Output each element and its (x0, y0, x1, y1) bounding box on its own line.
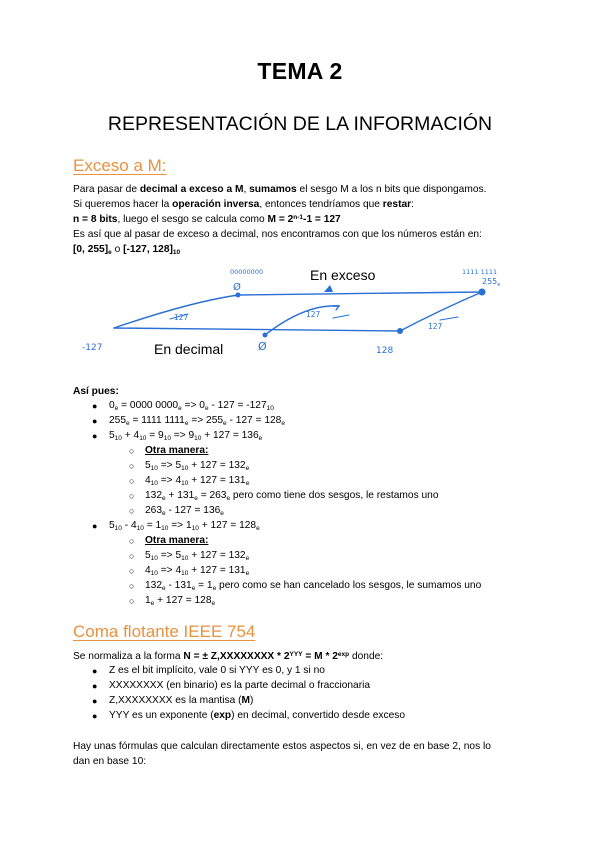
closing-paragraph-line-2: dan en base 10: (73, 756, 147, 767)
diagram-line-top (238, 292, 482, 295)
arrow-head-mid (333, 306, 339, 310)
label-en-exceso: En exceso (310, 267, 376, 283)
section-heading-exceso: Exceso a M: (73, 156, 167, 175)
label-255-excess: $255_e$ (482, 277, 501, 288)
list-subitem: $5_{10} => 5_{10} + 127 = 132_e$ (145, 460, 250, 472)
list-item-3: $5_{10} + 4_{10} = 9_{10} => 9_{10} + 127 = 136_e$ (109, 430, 263, 442)
section-heading-coma-flotante: Coma flotante IEEE 754 (73, 622, 256, 641)
ieee-bullet-1: Z es el bit implícito, vale 0 si YYY es 0, y 1 si no (109, 665, 325, 676)
diagram-line-bottom (114, 328, 400, 331)
list-subitem: $132_e + 131_e = 263_e$ pero como tiene dos sesgos, le restamos uno (145, 490, 439, 502)
bullet-circle: ○ (129, 566, 135, 576)
bullet-circle: ○ (129, 536, 135, 546)
ieee-bullet-4: YYY es un exponente (exp) en decimal, convertido desde exceso (109, 710, 406, 721)
label-step-127-left: 127 (174, 313, 189, 322)
diagram-dot-128 (397, 328, 403, 334)
paragraph-line-4: Es así que al pasar de exceso a decimal, nos encontramos con que los números están en: (73, 229, 482, 240)
label-step-127-right: 127 (428, 322, 443, 331)
list-subitem: $1_e + 127 = 128_e$ (145, 595, 216, 607)
excess-diagram (70, 262, 530, 372)
bullet-dot: ● (92, 666, 98, 676)
normalization-formula: Se normaliza a la forma N = ± Z,XXXXXXXX * $2^{YYY} = M * 2^{exp}$ donde: (73, 651, 384, 662)
paragraph-line-2: Si queremos hacer la operación inversa, entonces tendríamos que restar: (73, 199, 414, 210)
label-binary-zeros: 00000000 (230, 268, 264, 276)
bullet-circle: ○ (129, 506, 135, 516)
page-title: TEMA 2 (257, 58, 343, 84)
bullet-circle: ○ (129, 476, 135, 486)
bullet-dot: ● (92, 681, 98, 691)
diagram-dot-zero-decimal (263, 333, 268, 338)
ieee-bullet-3: Z,XXXXXXXX es la mantisa (M) (109, 695, 254, 706)
list-subitem: $263_e - 127 = 136_e$ (145, 505, 224, 517)
diagram-dot-zero-exceso (236, 293, 241, 298)
closing-paragraph-line-1: Hay unas fórmulas que calculan directamente estos aspectos si, en vez de en base 2, nos lo (73, 741, 491, 752)
diagram-dot-255 (479, 289, 486, 296)
label-neg-127: -127 (82, 343, 103, 353)
paragraph-line-1: Para pasar de decimal a exceso a M, sumamos el sesgo M a los n bits que dispongamos. (73, 184, 487, 195)
paragraph-line-5: [0, $255]_e$ o [-127, $128]_{10}$ (73, 244, 181, 256)
bullet-dot: ● (92, 696, 98, 706)
list-item-4: $5_{10} - 4_{10} = 1_{10} => 1_{10} + 127 = 128_e$ (109, 520, 260, 532)
list-item-2: $255_e = 1111$ $1111_e => 255_e - 127 = 128_e$ (109, 415, 285, 427)
arrow-head-top (324, 285, 333, 292)
bullet-dot: ● (92, 521, 98, 531)
list-subitem: $4_{10} => 4_{10} + 127 = 131_e$ (145, 475, 250, 487)
label-step-127-mid: 127 (306, 310, 321, 319)
bullet-dot: ● (92, 416, 98, 426)
bullet-circle: ○ (129, 491, 135, 501)
list-subitem: $5_{10} => 5_{10} + 127 = 132_e$ (145, 550, 250, 562)
page-subtitle: REPRESENTACIÓN DE LA INFORMACIÓN (107, 113, 493, 135)
label-128: 128 (376, 346, 394, 356)
asi-pues-heading: Así pues: (73, 386, 119, 397)
bullet-circle: ○ (129, 446, 135, 456)
bullet-circle: ○ (129, 461, 135, 471)
bullet-circle: ○ (129, 581, 135, 591)
bullet-dot: ● (92, 401, 98, 411)
list-subitem: $4_{10} => 4_{10} + 127 = 131_e$ (145, 565, 250, 577)
list-subheading-otra-manera-2: Otra manera: (145, 535, 209, 546)
label-binary-ones: 1111 1111 (462, 268, 498, 276)
bullet-circle: ○ (129, 551, 135, 561)
list-subitem: $132_e - 131_e = 1_e$ pero como se han cancelado los sesgos, le sumamos uno (145, 580, 482, 592)
label-en-decimal: En decimal (154, 341, 224, 357)
bullet-dot: ● (92, 711, 98, 721)
list-subheading-otra-manera-1: Otra manera: (145, 445, 209, 456)
label-zero-exceso: Ø (233, 282, 241, 293)
ieee-bullet-2: XXXXXXXX (en binario) es la parte decimal o fraccionaria (109, 680, 371, 691)
paragraph-line-3: n = 8 bits, luego el sesgo se calcula como $M = 2^{n-1}-1 = 127$ (73, 214, 341, 225)
label-zero-decimal: Ø (258, 340, 267, 353)
bullet-dot: ● (92, 431, 98, 441)
list-item-1: $0_e = 0000$ $0000_e => 0_e - 127 = -127_{10}$ (109, 400, 274, 412)
diagram-line-left-up (114, 295, 238, 328)
bullet-circle: ○ (129, 596, 135, 606)
